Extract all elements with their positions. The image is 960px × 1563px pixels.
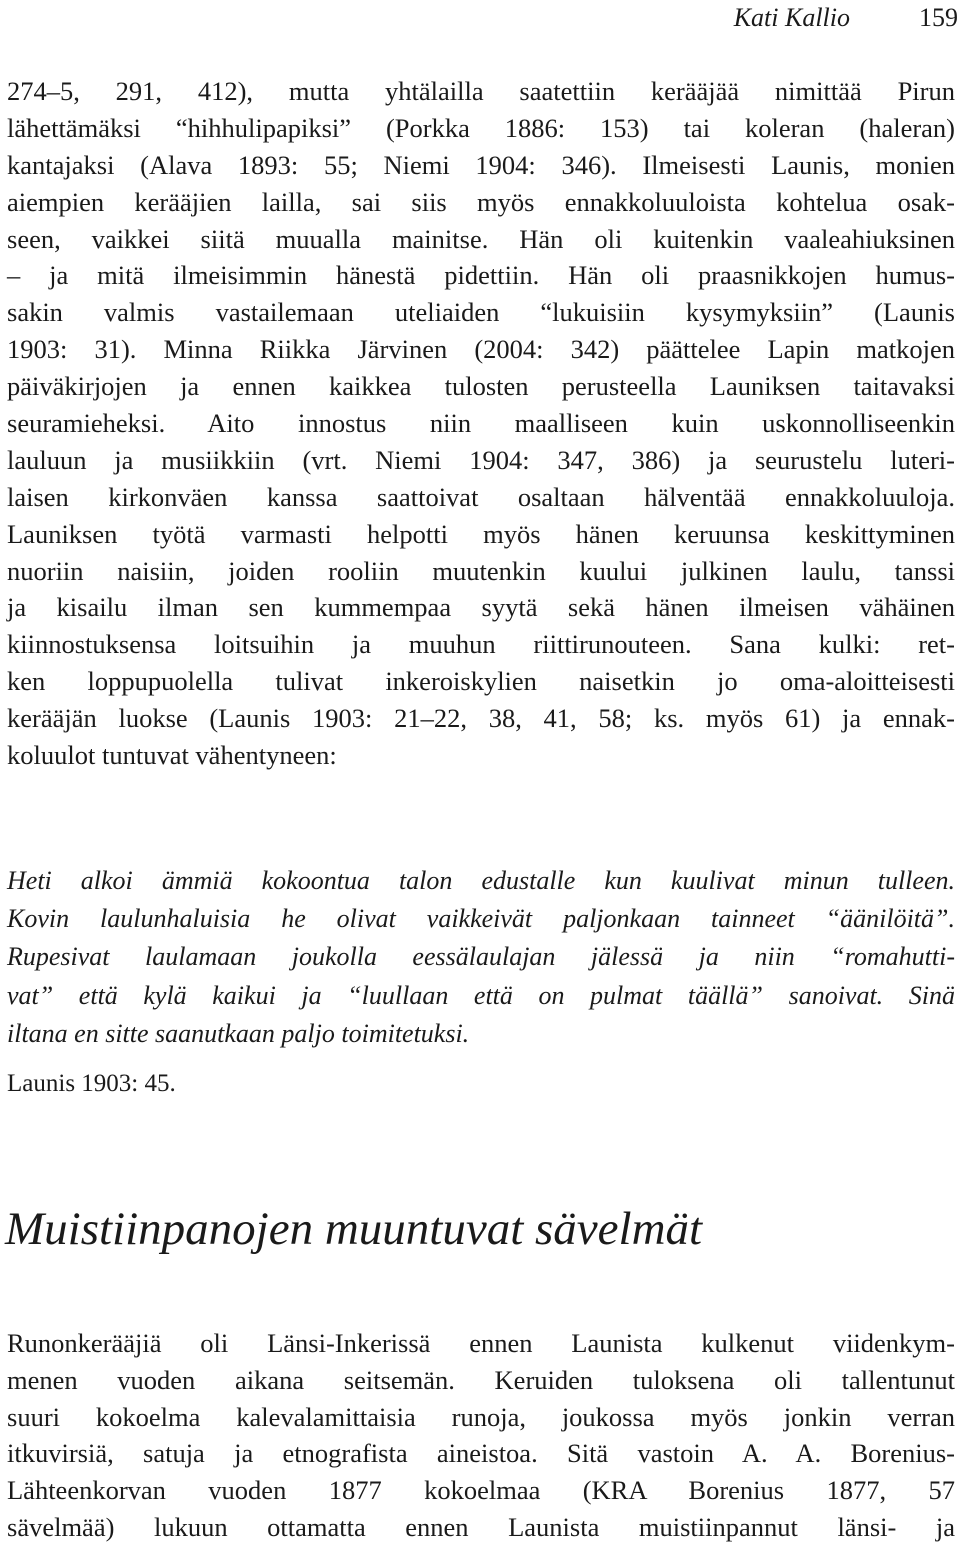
section-line: itkuvirsiä, satuja ja etnografista aineistoa. Sitä vastoin A. A. Borenius- bbox=[7, 1438, 955, 1469]
section-heading: Muistiinpanojen muuntuvat sävelmät bbox=[5, 1203, 703, 1255]
quote-line: Rupesivat laulamaan joukolla eessälaulajan jälessä ja niin “romahutti- bbox=[7, 942, 955, 972]
body-line: ja kisailu ilman sen kummempaa syytä sekä hänen ilmeisen vähäinen bbox=[7, 592, 955, 623]
body-line: koluulot tuntuvat vähentyneen: bbox=[7, 740, 337, 771]
body-line: kerääjän luokse (Launis 1903: 21–22, 38, 41, 58; ks. myös 61) ja ennak- bbox=[7, 703, 955, 734]
body-line: sakin valmis vastailemaan uteliaiden “lukuisiin kysymyksiin” (Launis bbox=[7, 297, 955, 328]
body-line: seuramieheksi. Aito innostus niin maalliseen kuin uskonnolliseenkin bbox=[7, 408, 955, 439]
section-paragraph bbox=[7, 1325, 955, 1546]
running-head bbox=[0, 0, 960, 40]
body-line: 1903: 31). Minna Riikka Järvinen (2004: 342) päättelee Lapin matkojen bbox=[7, 334, 955, 365]
block-quote bbox=[7, 862, 955, 1053]
quote-source: Launis 1903: 45. bbox=[7, 1070, 176, 1097]
section-line: sävelmää) lukuun ottamatta ennen Launista muistiinpannut länsi- ja bbox=[7, 1511, 955, 1542]
body-line: 274–5, 291, 412), mutta yhtälailla saatettiin kerääjää nimittää Pirun bbox=[7, 76, 955, 106]
body-line: Launiksen työtä varmasti helpotti myös hänen keruunsa keskittyminen bbox=[7, 518, 955, 549]
body-line: ken loppupuolella tulivat inkeroiskylien naisetkin jo oma-aloitteisesti bbox=[7, 666, 955, 697]
quote-line: vat” että kylä kaikui ja “luullaan että on pulmat täällä” sanoivat. Sinä bbox=[7, 980, 955, 1010]
section-line: menen vuoden aikana seitsemän. Keruiden tuloksena oli tallentunut bbox=[7, 1364, 955, 1395]
body-line: päiväkirjojen ja ennen kaikkea tulosten perusteella Launiksen taitavaksi bbox=[7, 371, 955, 402]
body-line: aiempien kerääjien lailla, sai siis myös ennakkoluuloista kohtelua osak- bbox=[7, 186, 955, 217]
body-line: – ja mitä ilmeisimmin hänestä pidettiin. Hän oli praasnikkojen humus- bbox=[7, 260, 955, 291]
body-line: seen, vaikkei siitä muualla mainitse. Hän oli kuitenkin vaaleahiuksinen bbox=[7, 223, 955, 254]
quote-line: Heti alkoi ämmiä kokoontua talon edustalle kun kuulivat minun tulleen. bbox=[7, 866, 955, 895]
running-head-author: Kati Kallio bbox=[733, 3, 850, 32]
section-line: Lähteenkorvan vuoden 1877 kokoelmaa (KRA Borenius 1877, 57 bbox=[7, 1475, 955, 1506]
page-number: 159 bbox=[919, 3, 958, 32]
section-line: suuri kokoelma kalevalamittaisia runoja, joukossa myös jonkin verran bbox=[7, 1401, 955, 1432]
body-paragraph bbox=[7, 73, 955, 774]
quote-line: Kovin laulunhaluisia he olivat vaikkeivät paljonkaan tainneet “äänilöitä”. bbox=[7, 904, 955, 934]
section-line: Runonkerääjiä oli Länsi-Inkerissä ennen Launista kulkenut viidenkym- bbox=[7, 1328, 955, 1358]
body-line: kantajaksi (Alava 1893: 55; Niemi 1904: 346). Ilmeisesti Launis, monien bbox=[7, 149, 955, 180]
body-line: lauluun ja musiikkiin (vrt. Niemi 1904: 347, 386) ja seurustelu luteri- bbox=[7, 444, 955, 475]
body-line: kiinnostuksensa loitsuihin ja muuhun riittirunouteen. Sana kulki: ret- bbox=[7, 629, 955, 660]
body-line: laisen kirkonväen kanssa saattoivat osaltaan hälventää ennakkoluuloja. bbox=[7, 481, 955, 512]
body-line: nuoriin naisiin, joiden rooliin muutenkin kuului julkinen laulu, tanssi bbox=[7, 555, 955, 586]
quote-line: iltana en sitte saanutkaan paljo toimitetuksi. bbox=[7, 1018, 470, 1048]
body-line: lähettämäksi “hihhulipapiksi” (Porkka 1886: 153) tai koleran (haleran) bbox=[7, 112, 955, 143]
